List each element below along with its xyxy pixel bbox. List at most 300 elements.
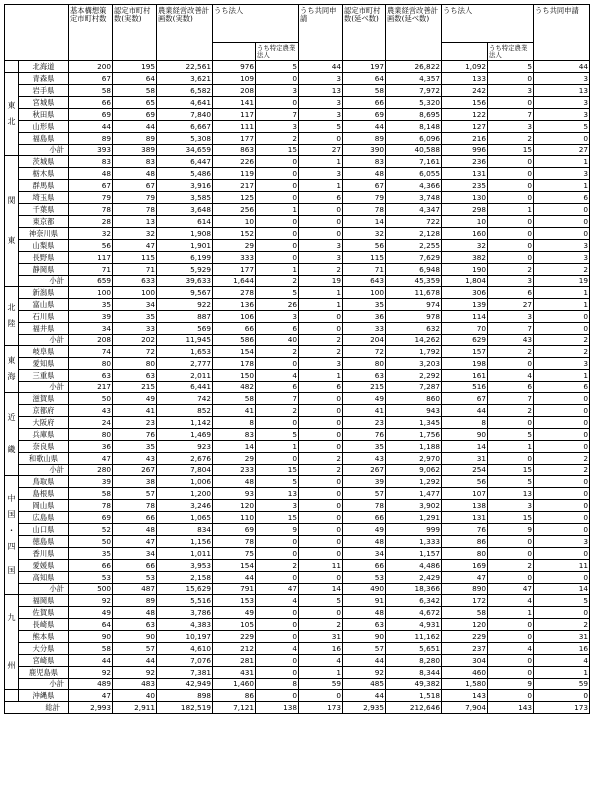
region-label: 北 陸 (5, 286, 19, 345)
value-cell: 23 (343, 416, 386, 428)
value-cell: 390 (343, 144, 386, 155)
value-cell: 2 (488, 132, 534, 144)
prefecture-name: 愛媛県 (19, 559, 69, 571)
value-cell: 3 (299, 72, 343, 84)
value-cell: 976 (213, 60, 256, 72)
prefecture-name: 新潟県 (19, 286, 69, 298)
value-cell: 110 (213, 511, 256, 523)
value-cell: 0 (256, 179, 299, 191)
value-cell: 3,902 (386, 499, 442, 511)
value-cell: 69 (113, 108, 157, 120)
value-cell: 6,582 (157, 84, 213, 96)
value-cell: 1,460 (213, 678, 256, 689)
value-cell: 7 (488, 108, 534, 120)
value-cell: 138 (442, 499, 488, 511)
table-row (5, 251, 590, 263)
value-cell: 7,840 (157, 108, 213, 120)
value-cell: 298 (442, 203, 488, 215)
value-cell: 890 (442, 583, 488, 594)
value-cell: 1 (488, 606, 534, 618)
value-cell: 254 (442, 464, 488, 475)
value-cell: 3,748 (386, 191, 442, 203)
value-cell: 5 (488, 428, 534, 440)
value-cell: 117 (213, 108, 256, 120)
value-cell: 6,199 (157, 251, 213, 263)
value-cell: 43 (69, 404, 113, 416)
value-cell: 120 (213, 499, 256, 511)
value-cell: 15 (256, 464, 299, 475)
value-cell: 0 (534, 310, 590, 322)
value-cell: 39,633 (157, 275, 213, 286)
value-cell: 133 (442, 72, 488, 84)
value-cell: 11 (299, 559, 343, 571)
value-cell: 153 (213, 594, 256, 606)
value-cell: 0 (534, 322, 590, 334)
table-row (5, 511, 590, 523)
region-label: 近 畿 (5, 392, 19, 475)
value-cell: 4 (256, 594, 299, 606)
value-cell: 7,076 (157, 654, 213, 666)
value-cell: 586 (213, 334, 256, 345)
value-cell: 32 (442, 239, 488, 251)
prefecture-name: 長野県 (19, 251, 69, 263)
value-cell: 139 (442, 298, 488, 310)
value-cell: 14,262 (386, 334, 442, 345)
value-cell: 49 (69, 606, 113, 618)
value-cell: 31 (299, 630, 343, 642)
value-cell: 3 (299, 251, 343, 263)
value-cell: 90 (113, 630, 157, 642)
value-cell: 127 (442, 120, 488, 132)
value-cell: 235 (442, 179, 488, 191)
table-row (5, 132, 590, 144)
value-cell: 267 (343, 464, 386, 475)
value-cell: 0 (534, 475, 590, 487)
value-cell: 57 (343, 642, 386, 654)
value-cell: 229 (442, 630, 488, 642)
value-cell: 7,972 (386, 84, 442, 96)
subtotal-row (5, 381, 590, 392)
prefecture-name: 京都府 (19, 404, 69, 416)
value-cell: 9 (488, 678, 534, 689)
value-cell: 0 (488, 239, 534, 251)
region-label (5, 60, 19, 72)
value-cell: 7,381 (157, 666, 213, 678)
value-cell: 4,610 (157, 642, 213, 654)
table-row (5, 475, 590, 487)
value-cell: 834 (157, 523, 213, 535)
value-cell: 13 (534, 84, 590, 96)
value-cell: 141 (213, 96, 256, 108)
value-cell: 3 (256, 499, 299, 511)
value-cell: 156 (442, 96, 488, 108)
value-cell: 72 (343, 345, 386, 357)
value-cell: 72 (113, 345, 157, 357)
value-cell: 56 (442, 475, 488, 487)
table-row (5, 416, 590, 428)
value-cell: 44 (69, 654, 113, 666)
value-cell: 216 (442, 132, 488, 144)
value-cell: 4,641 (157, 96, 213, 108)
table-row (5, 618, 590, 630)
value-cell: 0 (256, 155, 299, 167)
table-row (5, 499, 590, 511)
value-cell: 119 (213, 167, 256, 179)
table-row (5, 345, 590, 357)
value-cell: 0 (256, 191, 299, 203)
value-cell: 11 (534, 559, 590, 571)
value-cell: 10 (213, 215, 256, 227)
table-row (5, 630, 590, 642)
value-cell: 48 (343, 606, 386, 618)
table-row (5, 263, 590, 275)
value-cell: 0 (299, 689, 343, 701)
value-cell: 32 (69, 227, 113, 239)
value-cell: 195 (113, 60, 157, 72)
value-cell: 659 (69, 275, 113, 286)
value-cell: 0 (488, 654, 534, 666)
value-cell: 114 (442, 310, 488, 322)
value-cell: 217 (213, 179, 256, 191)
value-cell: 28 (69, 215, 113, 227)
value-cell: 58 (69, 487, 113, 499)
table-row (5, 310, 590, 322)
value-cell: 125 (213, 191, 256, 203)
value-cell: 0 (299, 487, 343, 499)
value-cell: 160 (442, 227, 488, 239)
value-cell: 14 (442, 440, 488, 452)
value-cell: 49 (113, 392, 157, 404)
value-cell: 14 (343, 215, 386, 227)
table-row (5, 535, 590, 547)
value-cell: 78 (113, 499, 157, 511)
prefecture-name: 茨城県 (19, 155, 69, 167)
prefecture-name: 福島県 (19, 132, 69, 144)
value-cell: 0 (256, 689, 299, 701)
value-cell: 632 (386, 322, 442, 334)
value-cell: 115 (113, 251, 157, 263)
value-cell: 4,347 (386, 203, 442, 215)
value-cell: 53 (343, 571, 386, 583)
value-cell: 8,695 (386, 108, 442, 120)
value-cell: 2,255 (386, 239, 442, 251)
value-cell: 66 (343, 511, 386, 523)
value-cell: 0 (534, 227, 590, 239)
value-cell: 0 (488, 179, 534, 191)
value-cell: 7,287 (386, 381, 442, 392)
statistics-table-container (4, 4, 590, 714)
value-cell: 70 (442, 322, 488, 334)
value-cell: 33 (113, 322, 157, 334)
value-cell: 898 (157, 689, 213, 701)
value-cell: 76 (113, 428, 157, 440)
value-cell: 44 (69, 120, 113, 132)
prefecture-name: 宮城県 (19, 96, 69, 108)
value-cell: 172 (442, 594, 488, 606)
value-cell: 1,345 (386, 416, 442, 428)
value-cell: 0 (256, 606, 299, 618)
value-cell: 53 (69, 571, 113, 583)
grand-total-row (5, 701, 590, 713)
value-cell: 22,561 (157, 60, 213, 72)
total-value-cell: 143 (488, 701, 534, 713)
value-cell: 9 (488, 523, 534, 535)
value-cell: 71 (343, 263, 386, 275)
value-cell: 43 (343, 452, 386, 464)
value-cell: 78 (69, 203, 113, 215)
value-cell: 3 (534, 96, 590, 108)
table-row (5, 167, 590, 179)
value-cell: 1 (256, 440, 299, 452)
value-cell: 236 (442, 155, 488, 167)
value-cell: 0 (488, 571, 534, 583)
value-cell: 204 (343, 334, 386, 345)
value-cell: 0 (256, 654, 299, 666)
value-cell: 0 (256, 452, 299, 464)
value-cell: 237 (442, 642, 488, 654)
value-cell: 614 (157, 215, 213, 227)
value-cell: 1 (488, 203, 534, 215)
value-cell: 36 (343, 310, 386, 322)
prefecture-name: 鹿児島県 (19, 666, 69, 678)
value-cell: 2,970 (386, 452, 442, 464)
value-cell: 2,676 (157, 452, 213, 464)
value-cell: 722 (386, 215, 442, 227)
table-row (5, 239, 590, 251)
value-cell: 7 (256, 108, 299, 120)
value-cell: 19 (299, 275, 343, 286)
value-cell: 66 (69, 96, 113, 108)
value-cell: 92 (69, 594, 113, 606)
prefecture-name: 岡山県 (19, 499, 69, 511)
value-cell: 3,786 (157, 606, 213, 618)
value-cell: 4,357 (386, 72, 442, 84)
value-cell: 3 (299, 239, 343, 251)
value-cell: 44 (213, 571, 256, 583)
value-cell: 215 (113, 381, 157, 392)
value-cell: 6,441 (157, 381, 213, 392)
total-value-cell: 173 (534, 701, 590, 713)
value-cell: 14 (213, 440, 256, 452)
value-cell: 131 (442, 511, 488, 523)
value-cell: 2 (534, 345, 590, 357)
table-row (5, 286, 590, 298)
value-cell: 80 (69, 357, 113, 369)
value-cell: 226 (213, 155, 256, 167)
value-cell: 39 (69, 475, 113, 487)
table-row (5, 215, 590, 227)
value-cell: 1 (299, 666, 343, 678)
value-cell: 1 (256, 263, 299, 275)
value-cell: 47 (69, 689, 113, 701)
value-cell: 2 (299, 334, 343, 345)
prefecture-name: 徳島県 (19, 535, 69, 547)
value-cell: 83 (213, 428, 256, 440)
value-cell: 34,659 (157, 144, 213, 155)
value-cell: 3 (488, 275, 534, 286)
value-cell: 306 (442, 286, 488, 298)
value-cell: 90 (442, 428, 488, 440)
value-cell: 6,667 (157, 120, 213, 132)
value-cell: 57 (343, 487, 386, 499)
region-label: 中 国 ・ 四 国 (5, 475, 19, 594)
value-cell: 0 (256, 630, 299, 642)
value-cell: 2 (256, 345, 299, 357)
value-cell: 996 (442, 144, 488, 155)
value-cell: 5 (488, 475, 534, 487)
value-cell: 67 (69, 179, 113, 191)
value-cell: 52 (69, 523, 113, 535)
value-cell: 69 (343, 108, 386, 120)
value-cell: 215 (343, 381, 386, 392)
value-cell: 0 (488, 618, 534, 630)
value-cell: 1,011 (157, 547, 213, 559)
value-cell: 1,006 (157, 475, 213, 487)
value-cell: 8,148 (386, 120, 442, 132)
value-cell: 0 (534, 404, 590, 416)
value-cell: 9,062 (386, 464, 442, 475)
value-cell: 67 (113, 179, 157, 191)
value-cell: 3,246 (157, 499, 213, 511)
prefecture-name: 埼玉県 (19, 191, 69, 203)
value-cell: 50 (69, 392, 113, 404)
value-cell: 5,486 (157, 167, 213, 179)
value-cell: 79 (343, 191, 386, 203)
region-label: 東 北 (5, 72, 19, 155)
value-cell: 152 (213, 227, 256, 239)
value-cell: 89 (113, 132, 157, 144)
value-cell: 11,945 (157, 334, 213, 345)
value-cell: 7,161 (386, 155, 442, 167)
value-cell: 26 (256, 298, 299, 310)
value-cell: 7,629 (386, 251, 442, 263)
value-cell: 0 (256, 72, 299, 84)
value-cell: 0 (534, 689, 590, 701)
total-value-cell: 2,911 (113, 701, 157, 713)
value-cell: 233 (213, 464, 256, 475)
value-cell: 33 (343, 322, 386, 334)
prefecture-name: 秋田県 (19, 108, 69, 120)
value-cell: 3 (488, 120, 534, 132)
value-cell: 0 (299, 203, 343, 215)
prefecture-name: 北海道 (19, 60, 69, 72)
value-cell: 304 (442, 654, 488, 666)
table-body (5, 60, 590, 713)
value-cell: 47 (113, 535, 157, 547)
value-cell: 4 (488, 369, 534, 381)
value-cell: 0 (488, 167, 534, 179)
value-cell: 6,447 (157, 155, 213, 167)
value-cell: 7 (256, 392, 299, 404)
value-cell: 1 (488, 440, 534, 452)
value-cell: 500 (69, 583, 113, 594)
value-cell: 34 (343, 547, 386, 559)
value-cell: 36 (69, 440, 113, 452)
value-cell: 34 (113, 547, 157, 559)
subtotal-label: 小計 (19, 678, 69, 689)
value-cell: 66 (343, 559, 386, 571)
value-cell: 7 (488, 322, 534, 334)
value-cell: 1,065 (157, 511, 213, 523)
value-cell: 0 (256, 535, 299, 547)
value-cell: 3 (488, 310, 534, 322)
value-cell: 922 (157, 298, 213, 310)
table-row (5, 369, 590, 381)
total-value-cell: 2,935 (343, 701, 386, 713)
prefecture-name: 青森県 (19, 72, 69, 84)
value-cell: 200 (69, 60, 113, 72)
value-cell: 242 (442, 84, 488, 96)
value-cell: 281 (213, 654, 256, 666)
value-cell: 5,929 (157, 263, 213, 275)
value-cell: 35 (69, 298, 113, 310)
value-cell: 5 (256, 475, 299, 487)
value-cell: 0 (256, 167, 299, 179)
value-cell: 1,756 (386, 428, 442, 440)
value-cell: 115 (343, 251, 386, 263)
value-cell: 742 (157, 392, 213, 404)
value-cell: 58 (113, 84, 157, 96)
header-farms-real: 農業経営改善計画数(実数) (157, 5, 213, 61)
prefecture-name: 神奈川県 (19, 227, 69, 239)
subtotal-label: 小計 (19, 144, 69, 155)
value-cell: 3 (534, 251, 590, 263)
value-cell: 490 (343, 583, 386, 594)
value-cell: 38 (113, 475, 157, 487)
prefecture-name: 群馬県 (19, 179, 69, 191)
value-cell: 3,585 (157, 191, 213, 203)
value-cell: 485 (343, 678, 386, 689)
table-row (5, 298, 590, 310)
value-cell: 643 (343, 275, 386, 286)
value-cell: 15 (488, 511, 534, 523)
value-cell: 89 (69, 132, 113, 144)
prefecture-name: 栃木県 (19, 167, 69, 179)
header-corp2-blank (442, 43, 488, 61)
value-cell: 3 (488, 84, 534, 96)
value-cell: 1 (534, 369, 590, 381)
value-cell: 10 (442, 215, 488, 227)
value-cell: 106 (213, 310, 256, 322)
value-cell: 393 (69, 144, 113, 155)
value-cell: 923 (157, 440, 213, 452)
value-cell: 79 (69, 191, 113, 203)
value-cell: 14 (534, 583, 590, 594)
value-cell: 161 (442, 369, 488, 381)
value-cell: 0 (488, 452, 534, 464)
value-cell: 83 (343, 155, 386, 167)
table-row (5, 322, 590, 334)
value-cell: 44 (299, 60, 343, 72)
value-cell: 45,359 (386, 275, 442, 286)
value-cell: 3 (534, 108, 590, 120)
table-row (5, 654, 590, 666)
value-cell: 0 (534, 132, 590, 144)
value-cell: 0 (488, 689, 534, 701)
value-cell: 42,949 (157, 678, 213, 689)
value-cell: 0 (488, 155, 534, 167)
header-tokutei2: うち特定農業法人 (488, 43, 534, 61)
value-cell: 0 (256, 416, 299, 428)
value-cell: 974 (386, 298, 442, 310)
value-cell: 6 (488, 381, 534, 392)
value-cell: 0 (256, 666, 299, 678)
value-cell: 69 (69, 511, 113, 523)
value-cell: 7,804 (157, 464, 213, 475)
value-cell: 47 (113, 239, 157, 251)
value-cell: 91 (343, 594, 386, 606)
value-cell: 71 (69, 263, 113, 275)
